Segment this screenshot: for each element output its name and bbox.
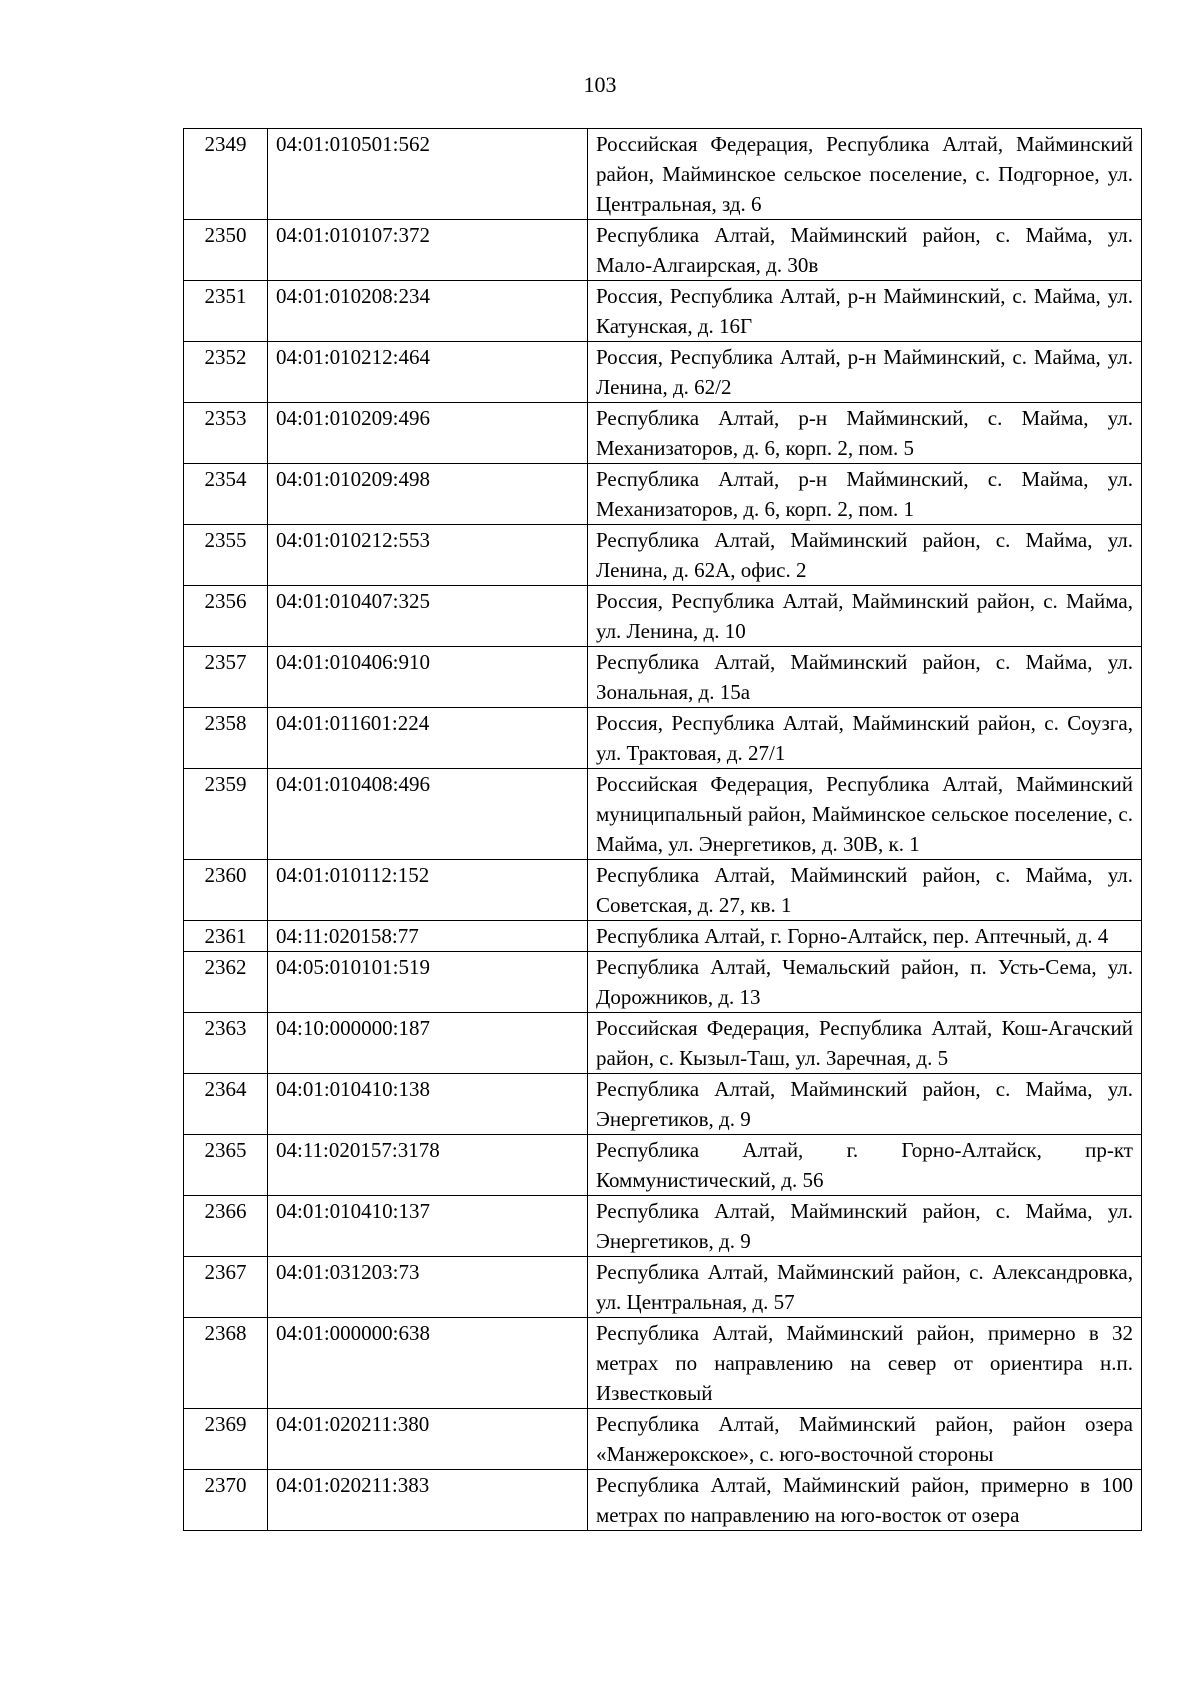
cadastral-number-cell: 04:01:010107:372 (268, 220, 588, 281)
cadastral-number-cell: 04:01:010112:152 (268, 860, 588, 921)
row-number-cell: 2350 (184, 220, 268, 281)
address-cell: Российская Федерация, Республика Алтай, Майминский район, Майминское сельское поселение, с. Подгорное, ул. Центральная, зд. 6 (588, 129, 1142, 220)
row-number-cell: 2352 (184, 342, 268, 403)
address-cell: Россия, Республика Алтай, р-н Майминский, с. Майма, ул. Ленина, д. 62/2 (588, 342, 1142, 403)
table-row (184, 1074, 1142, 1135)
row-number-cell: 2361 (184, 921, 268, 952)
cadastral-number-cell: 04:01:000000:638 (268, 1318, 588, 1409)
cadastral-number-cell: 04:01:010212:553 (268, 525, 588, 586)
cadastral-number-cell: 04:01:010208:234 (268, 281, 588, 342)
cadastral-number-cell: 04:01:010501:562 (268, 129, 588, 220)
row-number-cell: 2349 (184, 129, 268, 220)
address-cell: Республика Алтай, р-н Майминский, с. Майма, ул. Механизаторов, д. 6, корп. 2, пом. 5 (588, 403, 1142, 464)
table-row (184, 1196, 1142, 1257)
table-row (184, 1470, 1142, 1531)
row-number-cell: 2370 (184, 1470, 268, 1531)
address-cell: Республика Алтай, Майминский район, с. Майма, ул. Энергетиков, д. 9 (588, 1196, 1142, 1257)
address-cell: Республика Алтай, Майминский район, с. Майма, ул. Мало-Алгаирская, д. 30в (588, 220, 1142, 281)
row-number-cell: 2363 (184, 1013, 268, 1074)
row-number-cell: 2362 (184, 952, 268, 1013)
table-row (184, 342, 1142, 403)
address-cell: Россия, Республика Алтай, р-н Майминский, с. Майма, ул. Катунская, д. 16Г (588, 281, 1142, 342)
cadastral-number-cell: 04:11:020157:3178 (268, 1135, 588, 1196)
cadastral-number-cell: 04:01:020211:383 (268, 1470, 588, 1531)
cadastral-number-cell: 04:01:010410:138 (268, 1074, 588, 1135)
table-row (184, 1135, 1142, 1196)
cadastral-number-cell: 04:01:010408:496 (268, 769, 588, 860)
address-cell: Республика Алтай, Майминский район, с. Майма, ул. Ленина, д. 62А, офис. 2 (588, 525, 1142, 586)
address-cell: Республика Алтай, Майминский район, район озера «Манжерокское», с. юго-восточной стороны (588, 1409, 1142, 1470)
row-number-cell: 2364 (184, 1074, 268, 1135)
row-number-cell: 2353 (184, 403, 268, 464)
row-number-cell: 2356 (184, 586, 268, 647)
address-cell: Республика Алтай, Майминский район, с. Майма, ул. Советская, д. 27, кв. 1 (588, 860, 1142, 921)
row-number-cell: 2355 (184, 525, 268, 586)
row-number-cell: 2351 (184, 281, 268, 342)
cadastral-number-cell: 04:01:010209:496 (268, 403, 588, 464)
table-row (184, 586, 1142, 647)
row-number-cell: 2354 (184, 464, 268, 525)
row-number-cell: 2357 (184, 647, 268, 708)
address-cell: Республика Алтай, Майминский район, примерно в 32 метрах по направлению на север от ориентира н.п. Известковый (588, 1318, 1142, 1409)
table-row (184, 1318, 1142, 1409)
table-row (184, 708, 1142, 769)
address-cell: Республика Алтай, Майминский район, с. Александровка, ул. Центральная, д. 57 (588, 1257, 1142, 1318)
row-number-cell: 2359 (184, 769, 268, 860)
table-row (184, 525, 1142, 586)
cadastral-number-cell: 04:01:010212:464 (268, 342, 588, 403)
table-row (184, 647, 1142, 708)
address-cell: Республика Алтай, Чемальский район, п. Усть-Сема, ул. Дорожников, д. 13 (588, 952, 1142, 1013)
address-cell: Республика Алтай, р-н Майминский, с. Майма, ул. Механизаторов, д. 6, корп. 2, пом. 1 (588, 464, 1142, 525)
table-row (184, 281, 1142, 342)
cadastral-number-cell: 04:10:000000:187 (268, 1013, 588, 1074)
table-row (184, 1409, 1142, 1470)
row-number-cell: 2366 (184, 1196, 268, 1257)
cadastral-number-cell: 04:01:020211:380 (268, 1409, 588, 1470)
cadastral-number-cell: 04:01:010209:498 (268, 464, 588, 525)
table-row (184, 464, 1142, 525)
table-row (184, 769, 1142, 860)
cadastral-number-cell: 04:01:031203:73 (268, 1257, 588, 1318)
address-cell: Россия, Республика Алтай, Майминский район, с. Майма, ул. Ленина, д. 10 (588, 586, 1142, 647)
address-cell: Республика Алтай, Майминский район, примерно в 100 метрах по направлению на юго-восток от озера (588, 1470, 1142, 1531)
table-row (184, 860, 1142, 921)
cadastral-number-cell: 04:05:010101:519 (268, 952, 588, 1013)
cadastral-number-cell: 04:01:011601:224 (268, 708, 588, 769)
row-number-cell: 2358 (184, 708, 268, 769)
row-number-cell: 2360 (184, 860, 268, 921)
address-cell: Республика Алтай, г. Горно-Алтайск, пер. Аптечный, д. 4 (588, 921, 1142, 952)
table-row (184, 129, 1142, 220)
address-cell: Республика Алтай, г. Горно-Алтайск, пр-кт Коммунистический, д. 56 (588, 1135, 1142, 1196)
cadastral-number-cell: 04:01:010406:910 (268, 647, 588, 708)
cadastral-number-cell: 04:01:010410:137 (268, 1196, 588, 1257)
table-row (184, 220, 1142, 281)
page-number: 103 (583, 72, 617, 97)
table-row (184, 921, 1142, 952)
address-cell: Российская Федерация, Республика Алтай, Майминский муниципальный район, Майминское сельское поселение, с. Майма, ул. Энергетиков, д. 30В, к. 1 (588, 769, 1142, 860)
address-cell: Россия, Республика Алтай, Майминский район, с. Соузга, ул. Трактовая, д. 27/1 (588, 708, 1142, 769)
table-row (184, 403, 1142, 464)
row-number-cell: 2369 (184, 1409, 268, 1470)
table-row (184, 952, 1142, 1013)
cadastral-number-cell: 04:01:010407:325 (268, 586, 588, 647)
address-cell: Республика Алтай, Майминский район, с. Майма, ул. Зональная, д. 15а (588, 647, 1142, 708)
row-number-cell: 2365 (184, 1135, 268, 1196)
address-cell: Республика Алтай, Майминский район, с. Майма, ул. Энергетиков, д. 9 (588, 1074, 1142, 1135)
registry-table-body (184, 129, 1142, 1531)
address-cell: Российская Федерация, Республика Алтай, Кош-Агачский район, с. Кызыл-Таш, ул. Заречная, д. 5 (588, 1013, 1142, 1074)
registry-table (183, 128, 1142, 1531)
row-number-cell: 2367 (184, 1257, 268, 1318)
row-number-cell: 2368 (184, 1318, 268, 1409)
table-row (184, 1257, 1142, 1318)
cadastral-number-cell: 04:11:020158:77 (268, 921, 588, 952)
table-row (184, 1013, 1142, 1074)
